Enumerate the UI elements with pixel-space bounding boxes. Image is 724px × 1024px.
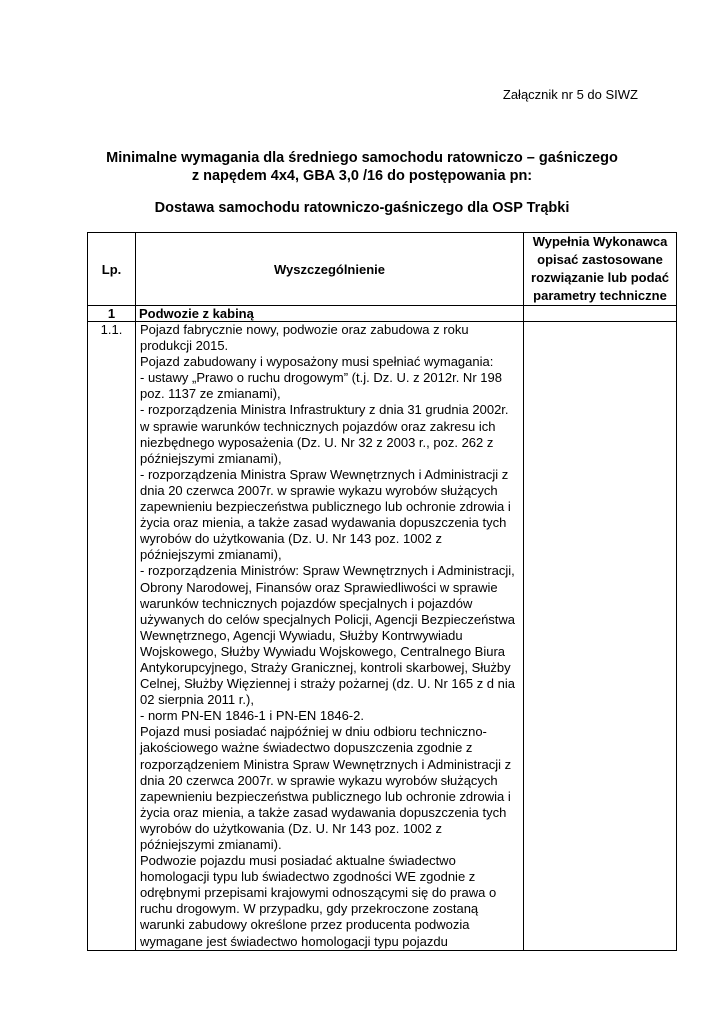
item-description [136, 322, 524, 951]
section-title: Podwozie z kabiną [136, 306, 524, 322]
table-header-row [88, 233, 677, 306]
title-line-2: z napędem 4x4, GBA 3,0 /16 do postępowania pn: [191, 168, 533, 184]
item-line: - rozporządzenia Ministrów: Spraw Wewnętrznych i Administracji, Obrony Narodowej, Finansów oraz Sprawiedliwości w sprawie warunków technicznych pojazdów specjalnych i pojazdów używanych do celów specjalnych Policji, Agencji Bezpieczeństwa Wewnętrznego, Agencji Wywiadu, Służby Kontrwywiadu Wojskowego, Służby Wywiadu Wojskowego, Centralnego Biura Antykorupcyjnego, Straży Granicznej, kontroli skarbowej, Służby Celnej, Służby Więziennej i straży pożarnej (dz. U. Nr 165 z d nia 02 sierpnia 2011 r.), [140, 563, 516, 708]
item-line: - rozporządzenia Ministra Infrastruktury z dnia 31 grudnia 2002r. w sprawie warunków technicznych pojazdów oraz zakresu ich niezbędnego wyposażenia (Dz. U. Nr 32 z 2003 r., poz. 262 z późniejszymi zmianami), [140, 402, 509, 466]
item-line: - norm PN-EN 1846-1 i PN-EN 1846-2. [140, 708, 364, 724]
table-row [88, 322, 677, 951]
section-row [88, 306, 677, 322]
item-line: - ustawy „Prawo o ruchu drogowym” (t.j. Dz. U. z 2012r. Nr 198 poz. 1137 ze zmianami), [140, 370, 502, 402]
requirements-table [87, 232, 677, 951]
section-contractor-cell[interactable] [524, 306, 677, 322]
section-number: 1 [88, 306, 136, 322]
title-line-1: Minimalne wymagania dla średniego samochodu ratowniczo – gaśniczego [106, 150, 618, 166]
item-contractor-cell[interactable] [524, 322, 677, 951]
item-line: Pojazd musi posiadać najpóźniej w dniu odbioru techniczno-jakościowego ważne świadectwo dopuszczenia zgodnie z rozporządzeniem Ministra Spraw Wewnętrznych i Administracji z dnia 20 czerwca 2007r. w sprawie wykazu wyrobów służących zapewnieniu bezpieczeństwa publicznego lub ochronie zdrowia i życia oraz mienia, a także zasad wydawania dopuszczenia tych wyrobów do użytkowania (Dz. U. Nr 143 poz. 1002 z późniejszymi zmianami). [140, 724, 512, 852]
header-spec: Wyszczególnienie [136, 233, 524, 306]
header-lp: Lp. [88, 233, 136, 306]
item-line: Podwozie pojazdu musi posiadać aktualne świadectwo homologacji typu lub świadectwo zgodności WE zgodnie z odrębnymi przepisami krajowymi odnoszącymi się do prawa o ruchu drogowym. W przypadku, gdy przekroczone zostaną warunki zabudowy określone przez producenta podwozia wymagane jest świadectwo homologacji typu pojazdu [140, 853, 497, 949]
item-line: Pojazd zabudowany i wyposażony musi spełniać wymagania: [140, 354, 494, 370]
item-line: Pojazd fabrycznie nowy, podwozie oraz zabudowa z roku produkcji 2015. [140, 322, 469, 354]
item-line: - rozporządzenia Ministra Spraw Wewnętrznych i Administracji z dnia 20 czerwca 2007r. w sprawie wykazu wyrobów służących zapewnieniu bezpieczeństwa publicznego lub ochronie zdrowia i życia oraz mienia, a także zasad wydawania dopuszczenia tych wyrobów do użytkowania (Dz. U. Nr 143 poz. 1002 z późniejszymi zmianami), [140, 466, 511, 563]
item-number: 1.1. [88, 322, 136, 951]
annex-label: Załącznik nr 5 do SIWZ [502, 87, 638, 102]
document-subtitle: Dostawa samochodu ratowniczo-gaśniczego dla OSP Trąbki [154, 200, 570, 216]
header-contractor: Wypełnia Wykonawca opisać zastosowane rozwiązanie lub podać parametry techniczne [524, 233, 677, 306]
document-title [0, 149, 724, 185]
